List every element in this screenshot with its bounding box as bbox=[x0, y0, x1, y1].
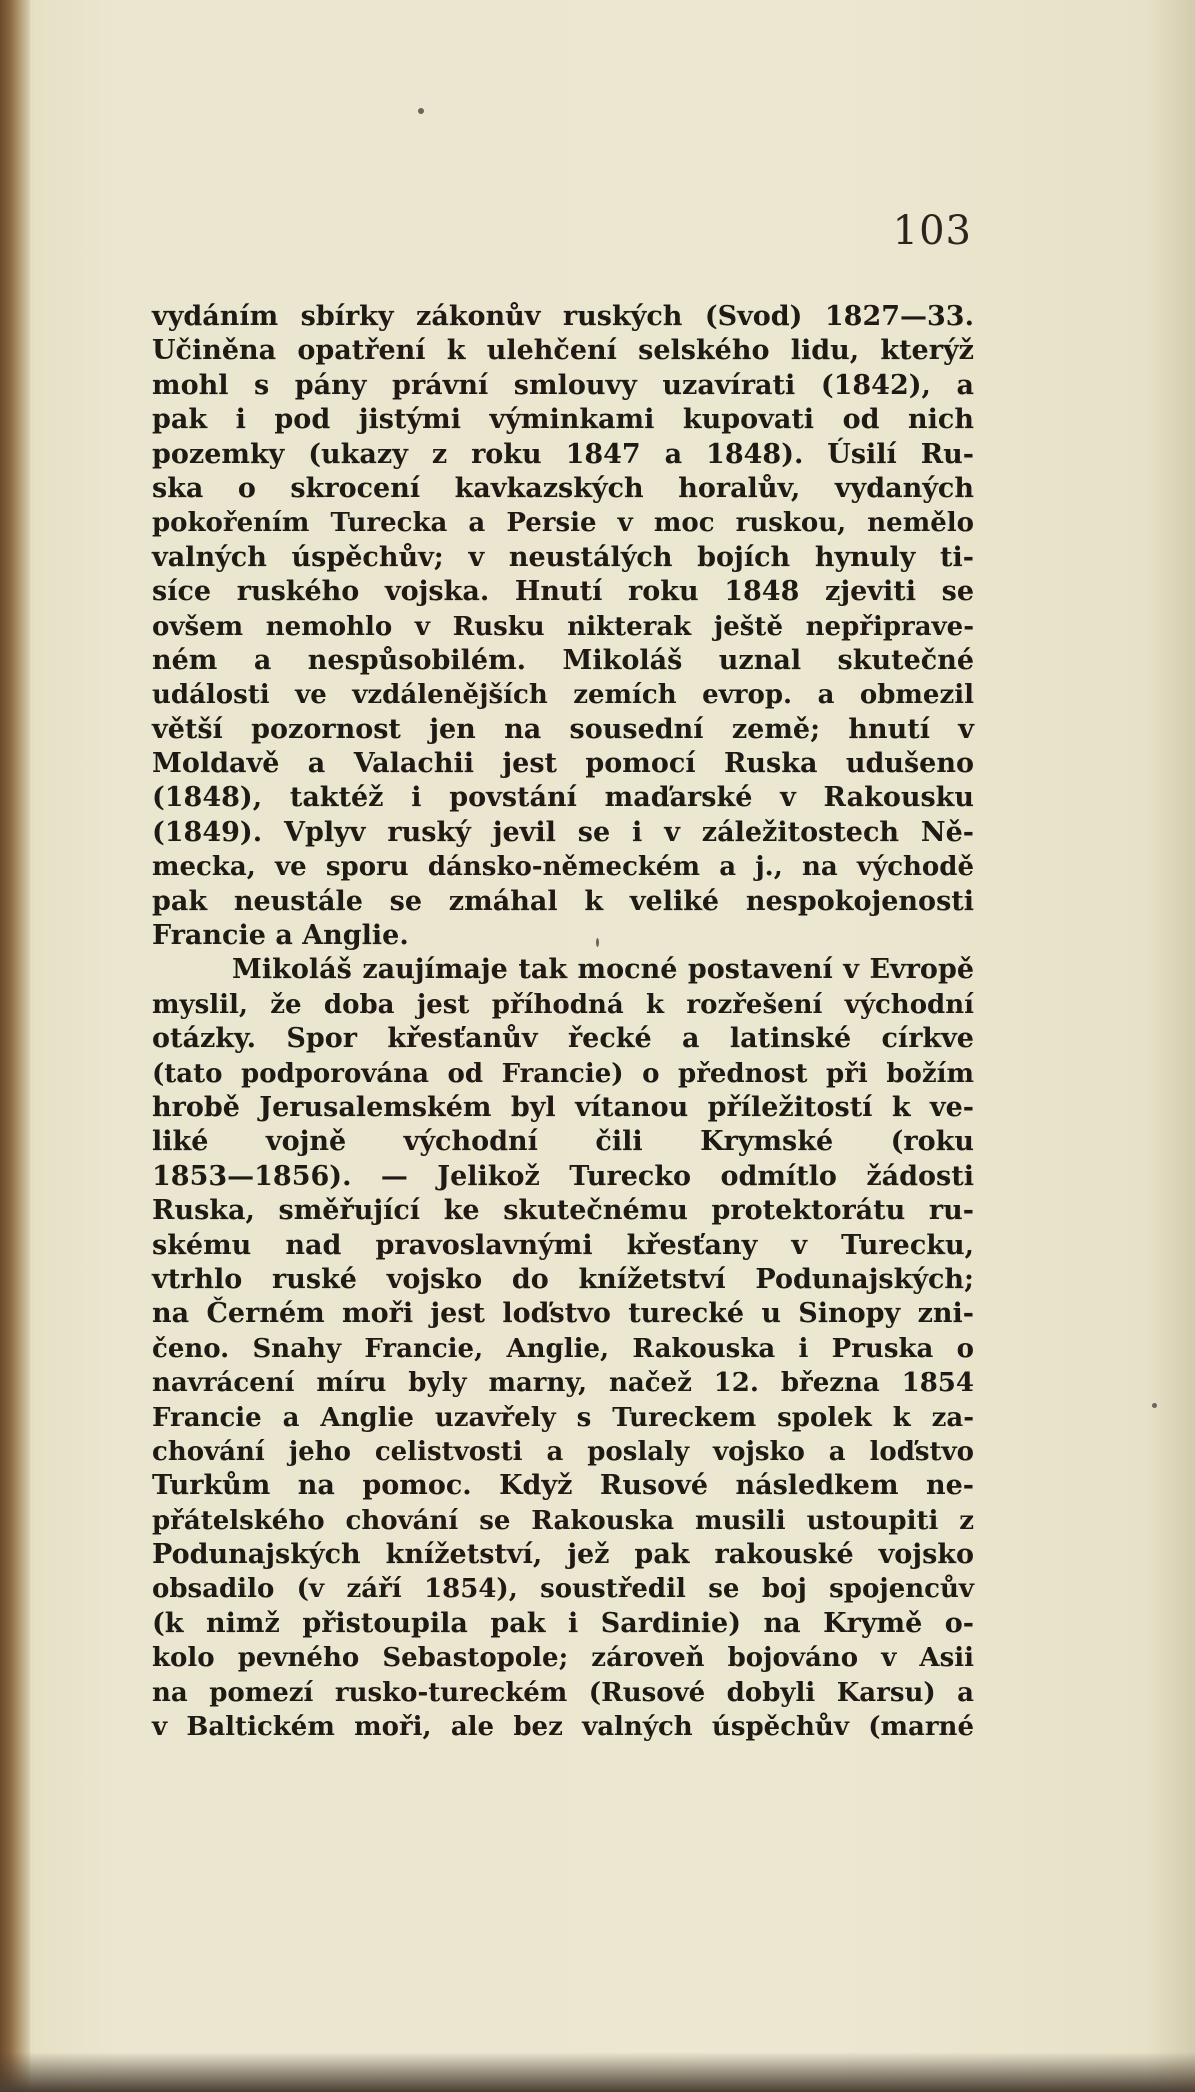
text-line: otázky. Spor křesťanův řecké a latinské církve bbox=[152, 1023, 974, 1055]
text-line: vydáním sbírky zákonův ruských (Svod) 1827—33. bbox=[152, 301, 974, 332]
text-line: Ruska, směřující ke skutečnému protektorátu ru- bbox=[152, 1195, 974, 1227]
text-line: pak neustále se zmáhal k veliké nespokojenosti bbox=[152, 885, 974, 917]
text-line: přátelského chování se Rakouska musili ustoupiti z bbox=[152, 1505, 974, 1536]
text-line: kolo pevného Sebastopole; zároveň bojováno v Asii bbox=[152, 1643, 974, 1674]
page-number: 103 bbox=[892, 208, 972, 254]
text-line: ném a nespůsobilém. Mikoláš uznal skutečné bbox=[152, 644, 974, 676]
text-line: pokořením Turecka a Persie v moc ruskou, nemělo bbox=[152, 508, 974, 539]
text-line: síce ruského vojska. Hnutí roku 1848 zjeviti se bbox=[152, 576, 974, 608]
text-line: na pomezí rusko-tureckém (Rusové dobyli Karsu) a bbox=[152, 1677, 974, 1708]
text-line: obsadilo (v září 1854), soustředil se boj spojencův bbox=[152, 1574, 974, 1605]
text-line: Učiněna opatření k ulehčení selského lidu, kterýž bbox=[152, 335, 974, 367]
text-line: myslil, že doba jest příhodná k rozřešení východní bbox=[152, 989, 974, 1020]
text-line: 1853—1856). — Jelikož Turecko odmítlo žádosti bbox=[152, 1160, 974, 1192]
text-line: valných úspěchův; v neustálých bojích hynuly ti- bbox=[152, 541, 974, 573]
text-line: (tato podporována od Francie) o přednost při božím bbox=[152, 1058, 974, 1089]
text-line: čeno. Snahy Francie, Anglie, Rakouska i Pruska o bbox=[152, 1333, 974, 1364]
text-line: události ve vzdálenějších zemích evrop. a obmezil bbox=[152, 680, 974, 711]
text-line: Turkům na pomoc. Když Rusové následkem ne- bbox=[152, 1470, 974, 1502]
text-line: v Baltickém moři, ale bez valných úspěchův (marné bbox=[152, 1712, 974, 1743]
text-line: chování jeho celistvosti a poslaly vojsko a loďstvo bbox=[152, 1436, 974, 1467]
text-line: Francie a Anglie uzavřely s Tureckem spolek k za- bbox=[152, 1402, 974, 1433]
text-line: ovšem nemohlo v Rusku nikterak ještě nepřiprave- bbox=[152, 611, 974, 642]
text-line: skému nad pravoslavnými křesťany v Turecku, bbox=[152, 1229, 974, 1261]
text-line: pozemky (ukazy z roku 1847 a 1848). Úsilí Ru- bbox=[152, 438, 974, 470]
text-line: vtrhlo ruské vojsko do knížetství Podunajských; bbox=[152, 1263, 974, 1295]
text-line: Podunajských knížetství, jež pak rakouské vojsko bbox=[152, 1539, 974, 1571]
text-line: liké vojně východní čili Krymské (roku bbox=[152, 1126, 974, 1158]
text-line: Mikoláš zaujímaje tak mocné postavení v Evropě bbox=[232, 954, 974, 986]
text-line: (k nimž přistoupila pak i Sardinie) na Krymě o- bbox=[152, 1607, 974, 1639]
text-line: Moldavě a Valachii jest pomocí Ruska udušeno bbox=[152, 748, 974, 780]
body-text bbox=[152, 300, 974, 1744]
book-binding-edge bbox=[0, 0, 30, 2092]
text-line: navrácení míru byly marny, načež 12. března 1854 bbox=[152, 1368, 974, 1399]
text-line: ska o skrocení kavkazských horalův, vydaných bbox=[152, 472, 974, 504]
page-speck bbox=[1152, 1403, 1157, 1408]
text-line: mecka, ve sporu dánsko-německém a j., na východě bbox=[152, 852, 974, 883]
text-line: Francie a Anglie. bbox=[152, 920, 409, 952]
page-speck bbox=[418, 108, 424, 114]
text-line: (1848), taktéž i povstání maďarské v Rakousku bbox=[152, 782, 974, 814]
text-line: pak i pod jistými výminkami kupovati od nich bbox=[152, 404, 974, 436]
text-line: mohl s pány právní smlouvy uzavírati (1842), a bbox=[152, 369, 974, 401]
text-line: (1849). Vplyv ruský jevil se i v záležitostech Ně- bbox=[152, 816, 974, 848]
text-line: hrobě Jerusalemském byl vítanou příležitostí k ve- bbox=[152, 1091, 974, 1123]
page-bottom-shadow bbox=[0, 2052, 1195, 2092]
text-line: větší pozornost jen na sousední země; hnutí v bbox=[152, 713, 974, 745]
text-line: na Černém moři jest loďstvo turecké u Sinopy zni- bbox=[152, 1298, 974, 1330]
